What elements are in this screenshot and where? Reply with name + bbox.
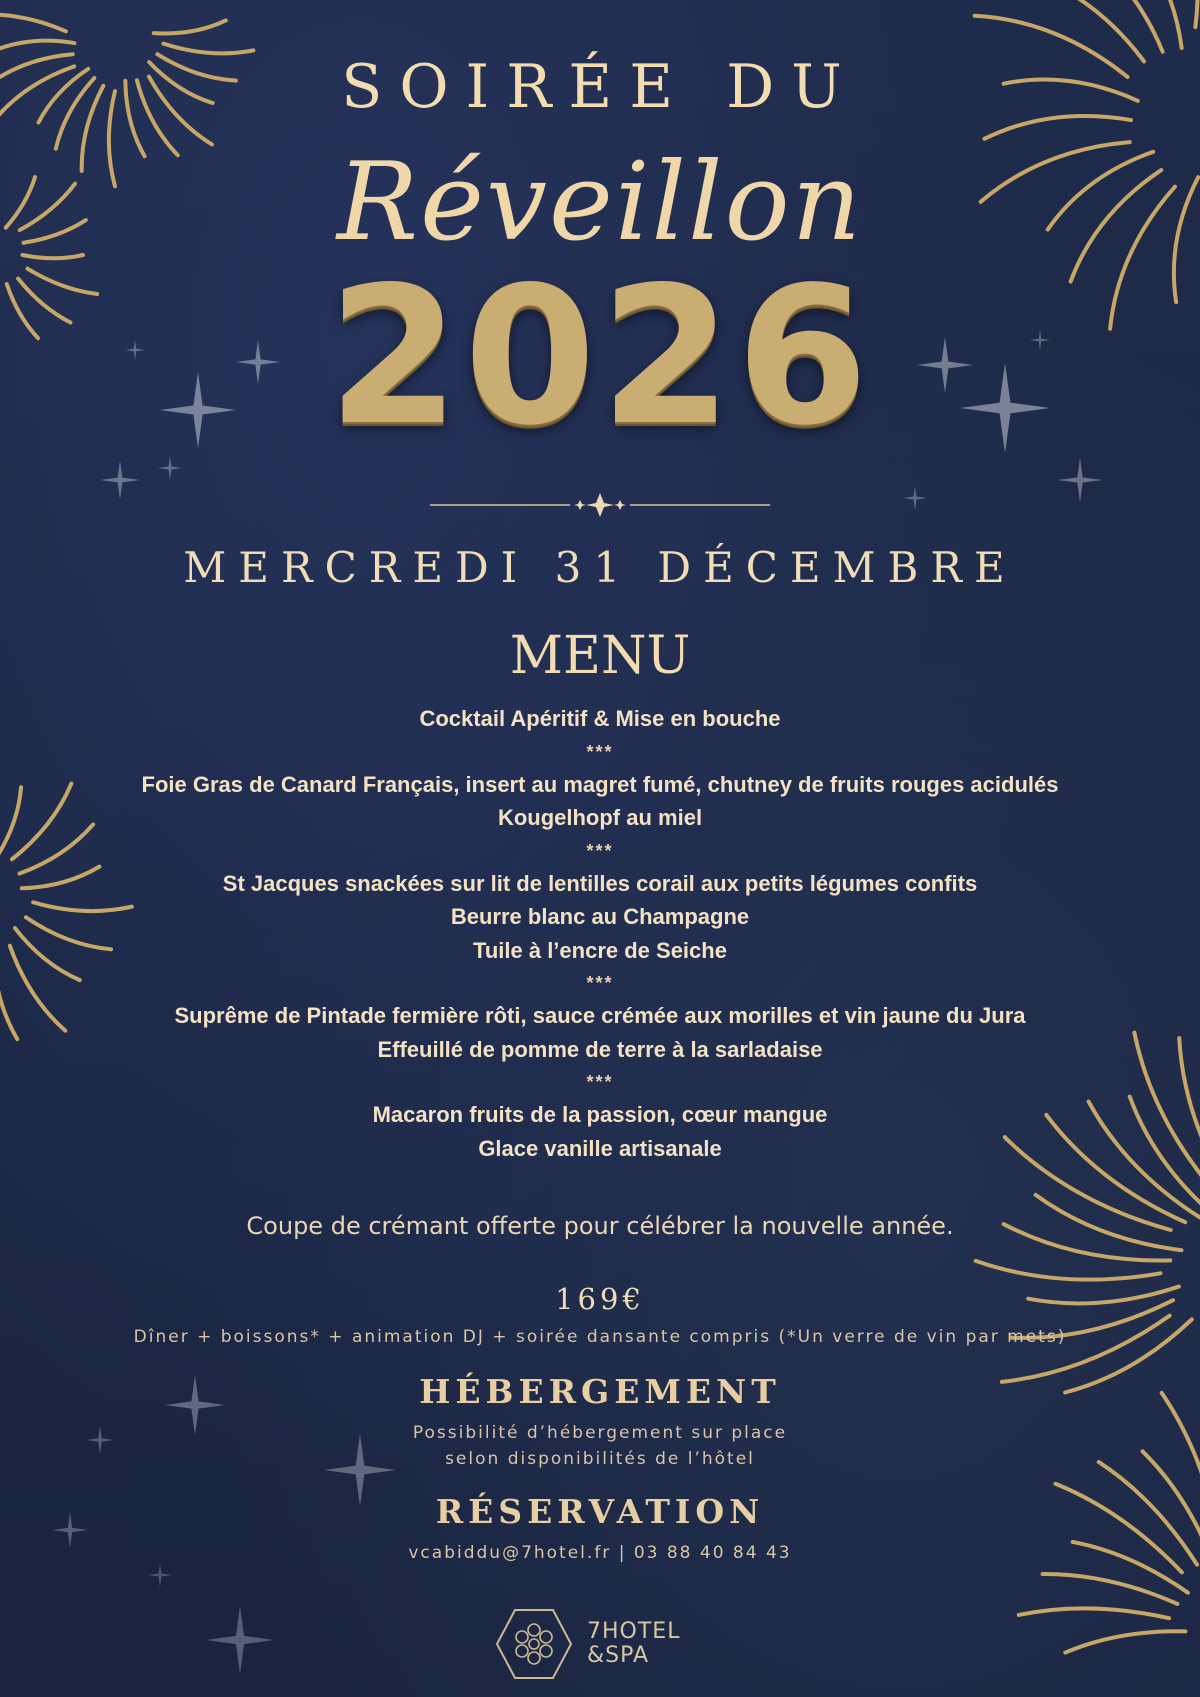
sparkle-star-icon <box>903 486 927 510</box>
menu-item: Tuile à l’encre de Seiche <box>473 937 727 963</box>
brand-name-line-2: &SPA <box>587 1643 650 1668</box>
menu-item: St Jacques snackées sur lit de lentilles corail aux petits légumes confits <box>222 870 978 896</box>
price: 169€ <box>555 1282 645 1316</box>
accommodation-line-2: selon disponibilités de l’hôtel <box>445 1449 755 1469</box>
sparkle-star-icon <box>1058 458 1102 502</box>
reservation-contact: vcabiddu@7hotel.fr | 03 88 40 84 43 <box>408 1543 792 1563</box>
ornament-divider <box>430 492 770 518</box>
accommodation-line-1: Possibilité d’hébergement sur place <box>412 1423 788 1443</box>
accommodation-title: HÉBERGEMENT <box>419 1372 781 1411</box>
event-date: MERCREDI 31 DÉCEMBRE <box>183 543 1017 592</box>
menu-item: Cocktail Apéritif & Mise en bouche <box>419 706 781 731</box>
menu-list <box>0 702 1200 1165</box>
hexagon-flower-logo-icon <box>495 1606 573 1682</box>
brand-name-line-1: 7HOTEL <box>587 1619 681 1644</box>
menu-item: Suprême de Pintade fermière rôti, sauce crémée aux morilles et vin jaune du Jura <box>174 1003 1026 1028</box>
title-year: 2026 <box>327 246 873 467</box>
sparkle-star-icon <box>206 1606 274 1674</box>
sparkle-star-icon <box>158 456 182 480</box>
offer-text: Coupe de crémant offerte pour célébrer la nouvelle année. <box>246 1212 954 1240</box>
menu-title: MENU <box>509 626 691 686</box>
menu-item: Beurre blanc au Champagne <box>450 904 750 929</box>
menu-item: Foie Gras de Canard Français, insert au magret fumé, chutney de fruits rouges acidulés <box>141 771 1059 797</box>
menu-separator: *** <box>586 741 614 762</box>
menu-separator: *** <box>586 840 614 861</box>
menu-separator: *** <box>586 1072 614 1092</box>
sparkle-star-icon <box>148 1563 172 1587</box>
price-note: Dîner + boissons* + animation DJ + soirée dansante compris (*Un verre de vin par mets) <box>133 1327 1067 1347</box>
sparkle-star-icon <box>100 460 140 500</box>
reservation-title: RÉSERVATION <box>435 1492 765 1531</box>
menu-separator: *** <box>586 973 614 993</box>
menu-item: Glace vanille artisanale <box>478 1135 722 1161</box>
menu-item: Effeuillé de pomme de terre à la sarladaise <box>377 1036 823 1062</box>
brand-name <box>587 1620 680 1668</box>
title-soiree-du: SOIRÉE DU <box>341 52 859 122</box>
menu-item: Macaron fruits de la passion, cœur mangue <box>372 1102 828 1127</box>
title-reveillon: Réveillon <box>336 140 864 265</box>
menu-item: Kougelhopf au miel <box>497 805 703 830</box>
